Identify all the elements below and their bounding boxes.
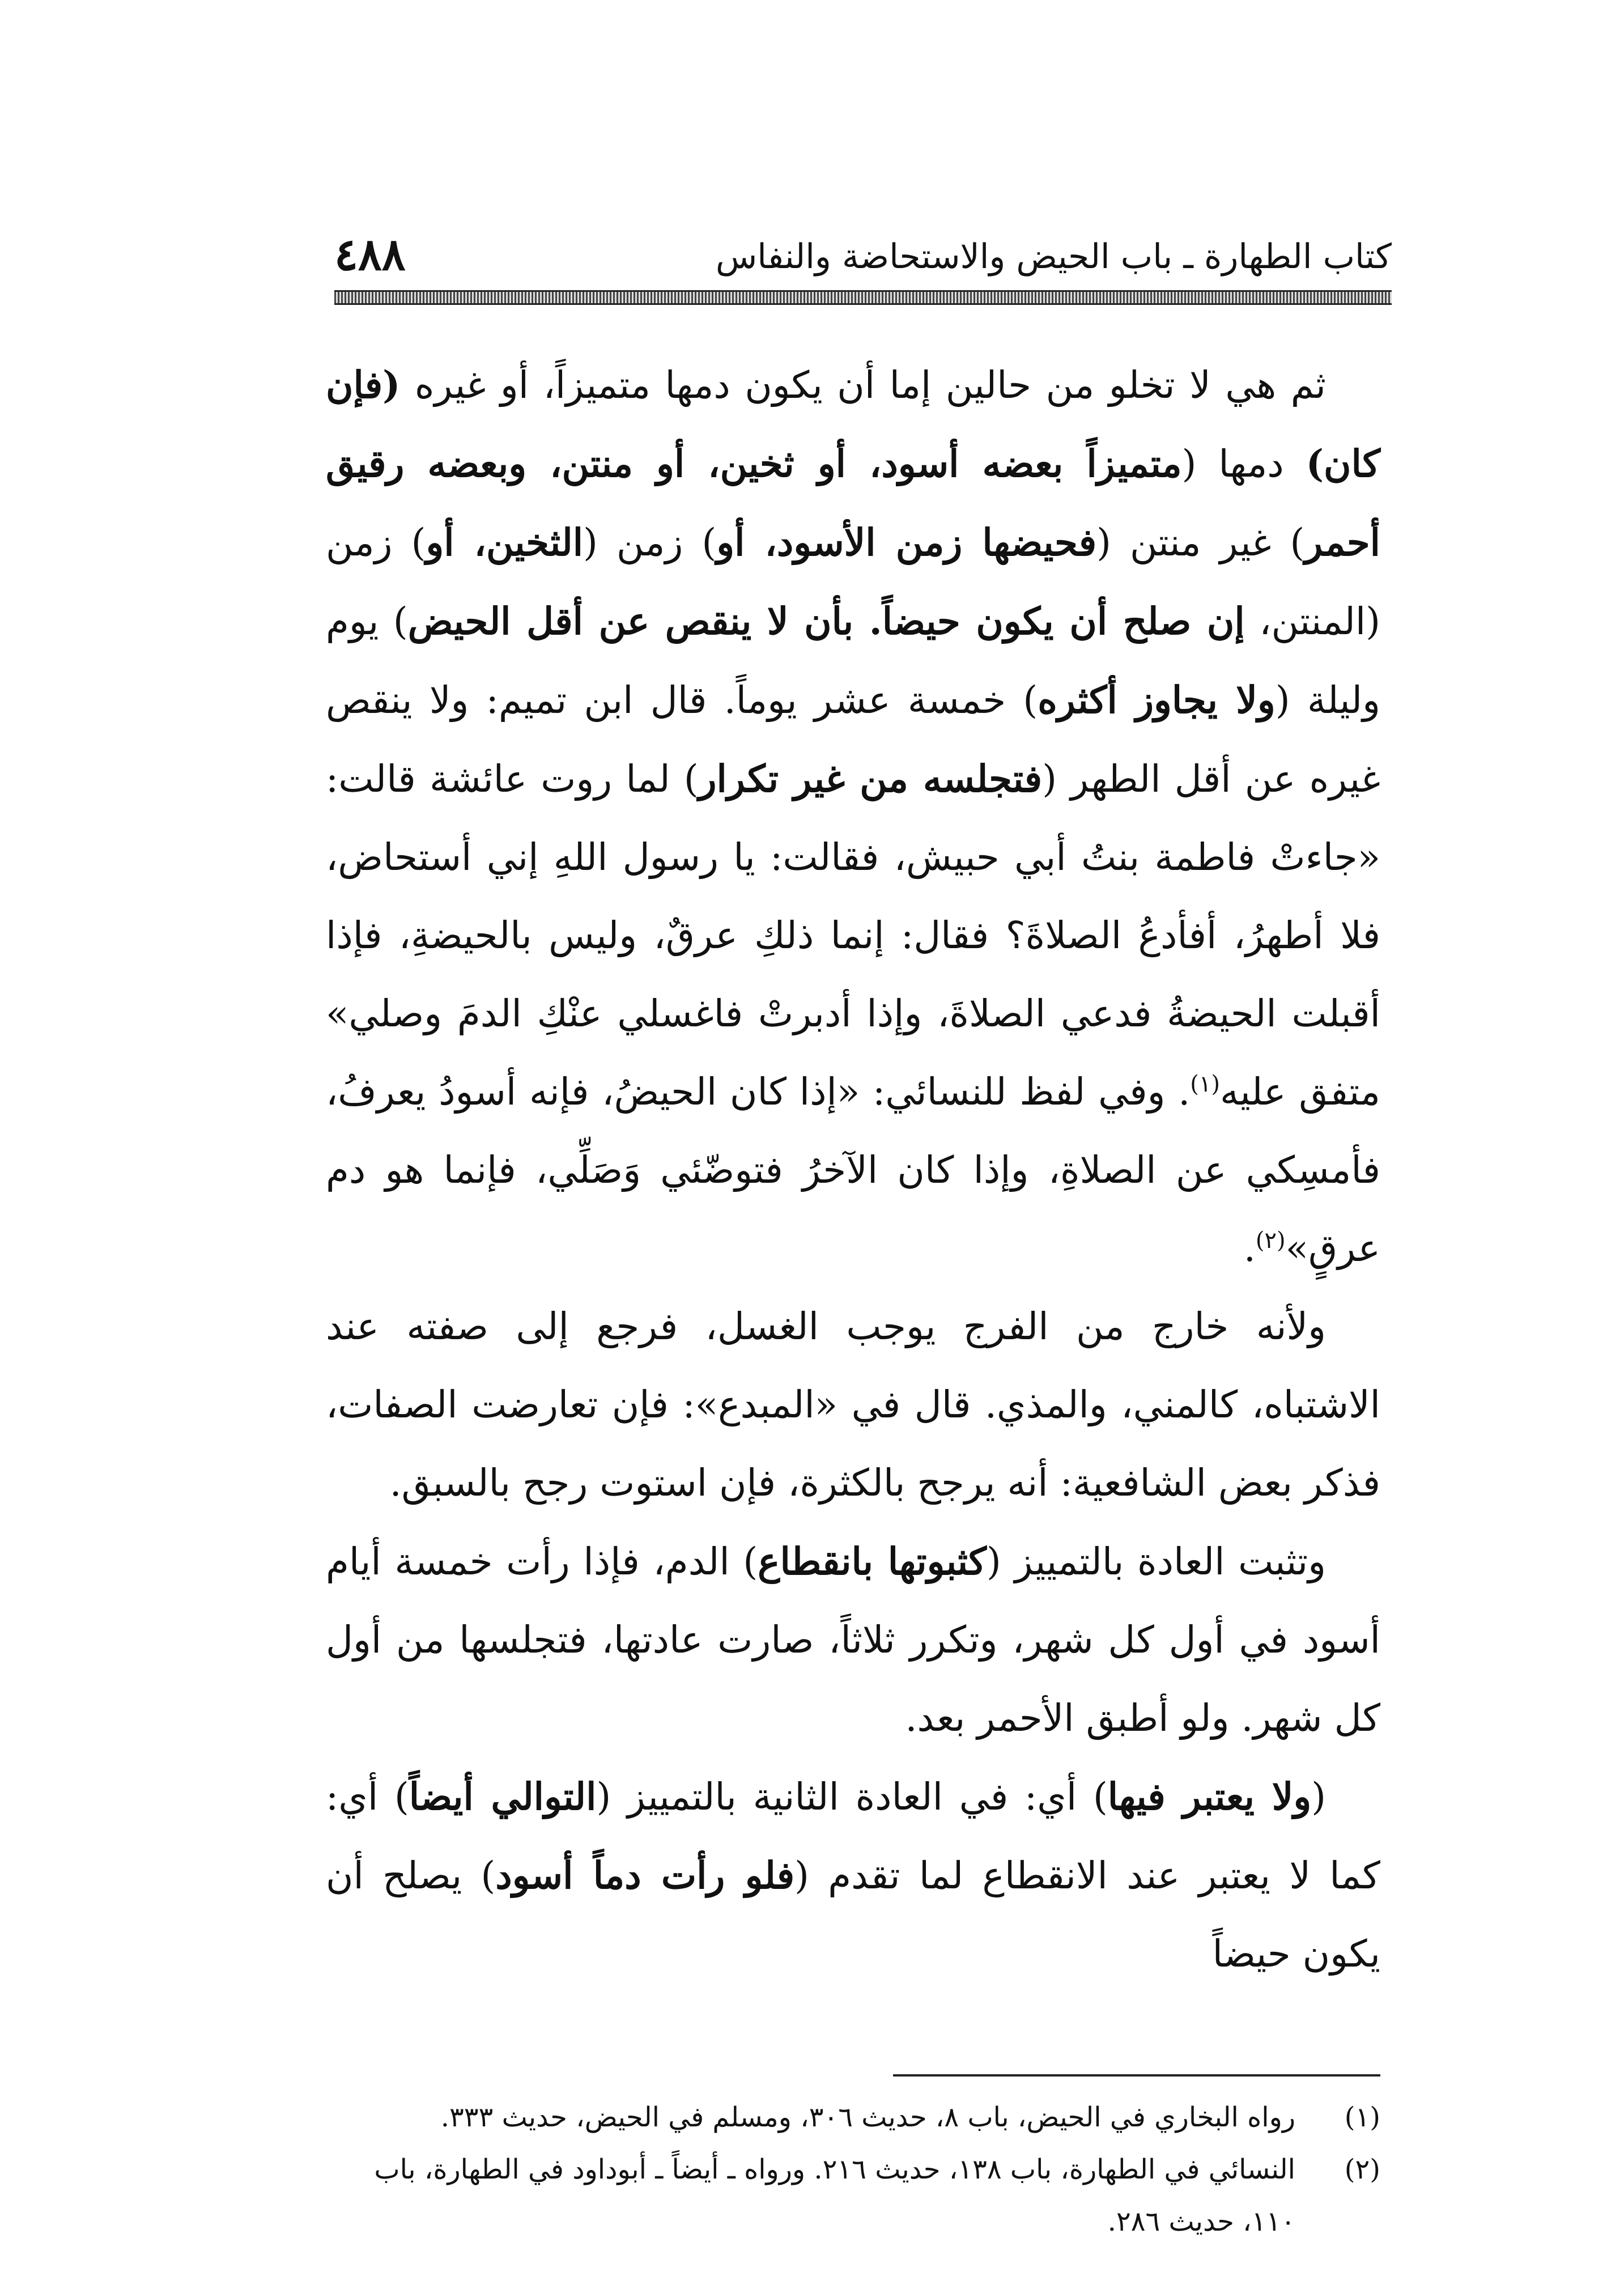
- paragraph-4: [326, 1757, 1380, 1993]
- text-run: . وفي لفظ للنسائي: «إذا كان الحيضُ، فإنه أسودُ يعرفُ، فأمسِكي عن الصلاةِ، وإذا كان الآخرُ فتوضّئي وَصَلِّي، فإنما هو دم عرقٍ»: [326, 1070, 1380, 1270]
- text-run: ) أي: في العادة الثانية بالتمييز (: [596, 1775, 1108, 1819]
- running-title: كتاب الطهارة ـ باب الحيض والاستحاضة والنفاس: [716, 237, 1392, 277]
- paragraph-1: [326, 346, 1380, 1288]
- bold-run: فلو رأت دماً أسود: [495, 1853, 795, 1897]
- footnote-ref-1: (١): [1190, 1071, 1220, 1097]
- page-header: [334, 227, 1392, 289]
- text-run: ) غير منتن (: [1096, 521, 1305, 564]
- footnotes: [326, 2091, 1380, 2248]
- text-run: ) زمن (: [583, 521, 717, 564]
- footnote-text: رواه البخاري في الحيض، باب ٨، حديث ٣٠٦، ومسلم في الحيض، حديث ٣٣٣.: [440, 2101, 1295, 2133]
- footnote-2: [326, 2143, 1380, 2248]
- text-run: ) زمن (المنتن،: [326, 521, 1380, 643]
- text-run: ) خمسة عشر يوماً. قال ابن تميم: ولا ينقص غيره عن أقل الطهر (: [326, 678, 1381, 801]
- bold-run: فحيضها زمن الأسود، أو: [716, 520, 1097, 564]
- bold-run: إن صلح أن يكون حيضاً. بأن لا ينقص عن أقل الحيض: [407, 599, 1245, 643]
- bold-run: التوالي أيضاً: [409, 1774, 597, 1819]
- bold-run: (فإن كان): [326, 363, 1381, 486]
- bold-run: متميزاً بعضه أسود، أو ثخين، أو منتن، وبعضه رقيق أحمر: [326, 441, 1380, 564]
- footnote-number: (٢): [1344, 2154, 1380, 2185]
- text-run: وتثبت العادة بالتمييز (: [986, 1540, 1327, 1583]
- text-run: دمها (: [1181, 442, 1306, 486]
- main-text: [326, 346, 1380, 1993]
- paragraph-3: [326, 1522, 1380, 1757]
- bold-run: الثخين، أو: [426, 520, 584, 564]
- text-run: ) يصلح أن يكون حيضاً: [326, 1854, 1380, 1976]
- text-run: ) أي: كما لا يعتبر عند الانقطاع لما تقدم (: [326, 1775, 1380, 1897]
- text-run: .: [1243, 1226, 1256, 1270]
- text-run: ثم هي لا تخلو من حالين إما أن يكون دمها متميزاً، أو غيره: [400, 363, 1326, 407]
- text-run: ) الدم، فإذا رأت خمسة أيام أسود في أول كل شهر، وتكرر ثلاثاً، صارت عادتها، فتجلسها من أول كل شهر. ولو أطبق الأحمر بعد.: [326, 1540, 1380, 1740]
- text-run: ) لما روت عائشة قالت: «جاءتْ فاطمة بنتُ أبي حبيش، فقالت: يا رسول اللهِ إني أستحاض، فلا أطهرُ، أفأدعُ الصلاةَ؟ فقال: إنما ذلكِ عرقٌ، وليس بالحيضةِ، فإذا أقبلت الحيضةُ فدعي الصلاةَ، وإذا أدبرتْ فاغسلي عنْكِ الدمَ وصلي» متفق عليه: [326, 757, 1380, 1114]
- footnote-rule: [893, 2074, 1380, 2077]
- bold-run: فتجلسه من غير تكرار: [698, 757, 1043, 801]
- bold-run: كثبوتها بانقطاع: [758, 1539, 987, 1583]
- bold-run: ولا يعتبر فيها: [1107, 1774, 1312, 1819]
- page-number: ٤٨٨: [334, 229, 406, 281]
- bold-run: ولا يجاوز أكثره: [1038, 678, 1276, 722]
- paragraph-2: ولأنه خارج من الفرج يوجب الغسل، فرجع إلى صفته عند الاشتباه، كالمني، والمذي. قال في «المبدع»: فإن تعارضت الصفات، فذكر بعض الشافعية: أنه يرجح بالكثرة، فإن استوت رجح بالسبق.: [326, 1305, 1380, 1505]
- footnote-ref-2: (٢): [1255, 1228, 1286, 1254]
- text-run: (: [1311, 1775, 1326, 1819]
- footnote-1: [326, 2091, 1380, 2143]
- header-rule: [334, 290, 1392, 305]
- footnote-text: النسائي في الطهارة، باب ١٣٨، حديث ٢١٦. ورواه ـ أيضاً ـ أبوداود في الطهارة، باب ١١٠، حديث ٢٨٦.: [374, 2154, 1295, 2237]
- footnote-number: (١): [1344, 2101, 1380, 2133]
- text-run: ) يوم وليلة (: [326, 600, 1380, 722]
